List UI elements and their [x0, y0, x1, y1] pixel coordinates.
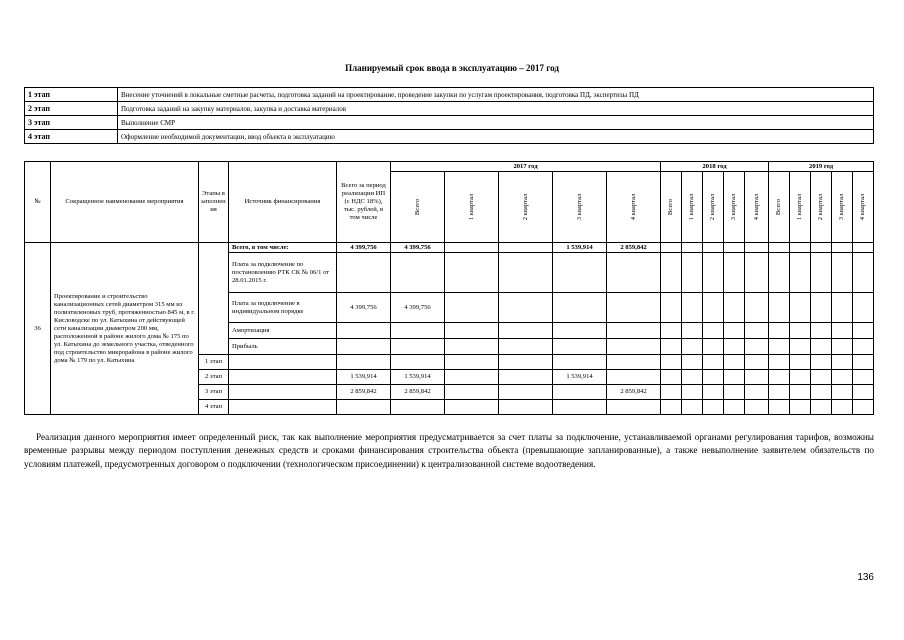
- header-name: Сокращенное наименование мероприятия: [51, 162, 199, 243]
- cell-2017-q1: [445, 400, 499, 415]
- header-2017-q1: 1 квартал: [467, 193, 475, 221]
- stage-name: 2 этап: [25, 102, 118, 116]
- cell-2017-q2: [499, 253, 553, 293]
- stage-label: 4 этап: [199, 400, 229, 415]
- cell-2017-q3: [553, 339, 607, 355]
- source-label: Прибыль: [229, 339, 337, 355]
- cell-2017-q3: [553, 355, 607, 370]
- stage-description: Подготовка заданий на закупку материалов, закупка и доставка материалов: [118, 102, 874, 116]
- table-row: [25, 243, 874, 253]
- header-2018-total: Всего: [667, 198, 675, 216]
- cell-2017-q1: [445, 243, 499, 253]
- stages-table: [24, 87, 874, 144]
- header-2018-q1: 1 квартал: [688, 193, 696, 221]
- header-2019-q1: 1 квартал: [796, 193, 804, 221]
- header-2019-q2: 2 квартал: [817, 193, 825, 221]
- cell-2017-q1: [445, 323, 499, 339]
- row-number: 36: [25, 243, 51, 415]
- header-2017-total: Всего: [413, 198, 421, 216]
- source-label: Плата за подключение по постановлению РТК СК № 06/1 от 28.01.2015 г.: [229, 253, 337, 293]
- row-description: Проектирование и строительство канализационных сетей диаметром 315 мм из полиэтиленовых труб, протяженностью 845 м, в г. Кисловодске по ул. Катыхина от действующей сети канализации диаметром 200 мм, расположенной в районе жилого дома № 175 по ул. Катыхина до земельного участка, отведенного под строительство микрорайона в районе жилого дома № 179 по ул. Катыхина: [51, 243, 199, 415]
- cell-2017-total: 4 399,756: [391, 243, 445, 253]
- cell-2017-q1: [445, 253, 499, 293]
- risk-paragraph: Реализация данного мероприятия имеет определенный риск, так как выполнение мероприятия предусматривается за счет платы за подключение, устанавливаемой органами регулирования тарифов, возможны временные разрывы между периодом поступления денежных средств и сроками финансирования строительства объекта (превышающие запланированные), а также невыполнение заявителем обязательств по условиям платежей, предусмотренных договором о подключении (технологическом присоединении) к централизованной системе водоотведения.: [24, 432, 874, 469]
- header-year-2018: 2018 год: [661, 162, 769, 172]
- cell-2017-q1: [445, 355, 499, 370]
- source-label: Плата за подключение в индивидуальном порядке: [229, 293, 337, 323]
- cell-total: [337, 323, 391, 339]
- cell-2017-total: [391, 339, 445, 355]
- header-year-2017: 2017 год: [391, 162, 661, 172]
- cell-2017-q3: [553, 385, 607, 400]
- cell-2017-total: [391, 323, 445, 339]
- header-2017-q2: 2 квартал: [521, 193, 529, 221]
- cell-2017-q2: [499, 400, 553, 415]
- cell-2017-q4: [607, 400, 661, 415]
- header-2018-q3: 3 квартал: [730, 193, 738, 221]
- stage-name: 3 этап: [25, 116, 118, 130]
- header-total: Всего за период реализации ИП (с НДС 18%), тыс. рублей, в том числе: [337, 162, 391, 243]
- header-2019-total: Всего: [775, 198, 783, 216]
- header-2019-q3: 3 квартал: [838, 193, 846, 221]
- cell-2017-q4: 2 859,842: [607, 385, 661, 400]
- cell-2017-total: 1 539,914: [391, 370, 445, 385]
- cell-2017-q2: [499, 293, 553, 323]
- source-label: Амортизация: [229, 323, 337, 339]
- cell-total: 4 399,756: [337, 243, 391, 253]
- header-2017-q4: 4 квартал: [629, 193, 637, 221]
- stage-label: 1 этап: [199, 355, 229, 370]
- cell-2017-q1: [445, 370, 499, 385]
- cell-2017-q1: [445, 339, 499, 355]
- cell-2017-q4: [607, 253, 661, 293]
- cell-2017-q4: [607, 293, 661, 323]
- header-2017-q3: 3 квартал: [575, 193, 583, 221]
- stage-row: [25, 102, 874, 116]
- stage-name: 1 этап: [25, 88, 118, 102]
- cell-2017-q2: [499, 385, 553, 400]
- cell-total: 4 399,756: [337, 293, 391, 323]
- cell-total: 1 539,914: [337, 370, 391, 385]
- cell-2017-q2: [499, 243, 553, 253]
- cell-2017-q1: [445, 385, 499, 400]
- cell-2017-total: [391, 400, 445, 415]
- cell-2017-q4: 2 859,842: [607, 243, 661, 253]
- cell-2017-q2: [499, 339, 553, 355]
- cell-2017-total: 4 399,756: [391, 293, 445, 323]
- stage-row: [25, 88, 874, 102]
- cell-total: [337, 253, 391, 293]
- cell-2017-total: [391, 355, 445, 370]
- cell-2017-q2: [499, 355, 553, 370]
- cell-2017-total: 2 859,842: [391, 385, 445, 400]
- stage-description: Внесение уточнений в локальные сметные расчеты, подготовка заданий на проектирование, проведение закупки по услугам проектирования, подготовка ПД, экспертизы ПД: [118, 88, 874, 102]
- page-title: Планируемый срок ввода в эксплуатацию – 2017 год: [345, 63, 559, 73]
- header-year-2019: 2019 год: [769, 162, 874, 172]
- stage-row: [25, 116, 874, 130]
- header-num: №: [25, 162, 51, 243]
- header-source: Источник финансирования: [229, 162, 337, 243]
- cell-2017-q4: [607, 355, 661, 370]
- cell-2017-q4: [607, 323, 661, 339]
- cell-total: [337, 355, 391, 370]
- stage-description: Оформление необходимой документации, ввод объекта в эксплуатацию: [118, 130, 874, 144]
- header-2019-q4: 4 квартал: [859, 193, 867, 221]
- stage-name: 4 этап: [25, 130, 118, 144]
- header-2018-q2: 2 квартал: [709, 193, 717, 221]
- cell-2017-total: [391, 253, 445, 293]
- header-stage: Этапы выполнения: [199, 162, 229, 243]
- stage-label: 3 этап: [199, 385, 229, 400]
- cell-2017-q2: [499, 323, 553, 339]
- stage-label: 2 этап: [199, 370, 229, 385]
- financing-table: [24, 161, 874, 415]
- cell-total: 2 859,842: [337, 385, 391, 400]
- cell-2017-q3: 1 539,914: [553, 243, 607, 253]
- stage-description: Выполнение СМР: [118, 116, 874, 130]
- cell-2017-q3: 1 539,914: [553, 370, 607, 385]
- cell-2017-q4: [607, 339, 661, 355]
- header-2018-q4: 4 квартал: [752, 193, 760, 221]
- stage-row: [25, 130, 874, 144]
- source-label: Всего, в том числе:: [229, 243, 337, 253]
- cell-total: [337, 400, 391, 415]
- page-number: 136: [857, 572, 874, 583]
- cell-2017-q3: [553, 253, 607, 293]
- cell-2017-q3: [553, 293, 607, 323]
- cell-2017-q3: [553, 323, 607, 339]
- cell-2017-q3: [553, 400, 607, 415]
- cell-2017-q2: [499, 370, 553, 385]
- cell-total: [337, 339, 391, 355]
- cell-2017-q4: [607, 370, 661, 385]
- cell-2017-q1: [445, 293, 499, 323]
